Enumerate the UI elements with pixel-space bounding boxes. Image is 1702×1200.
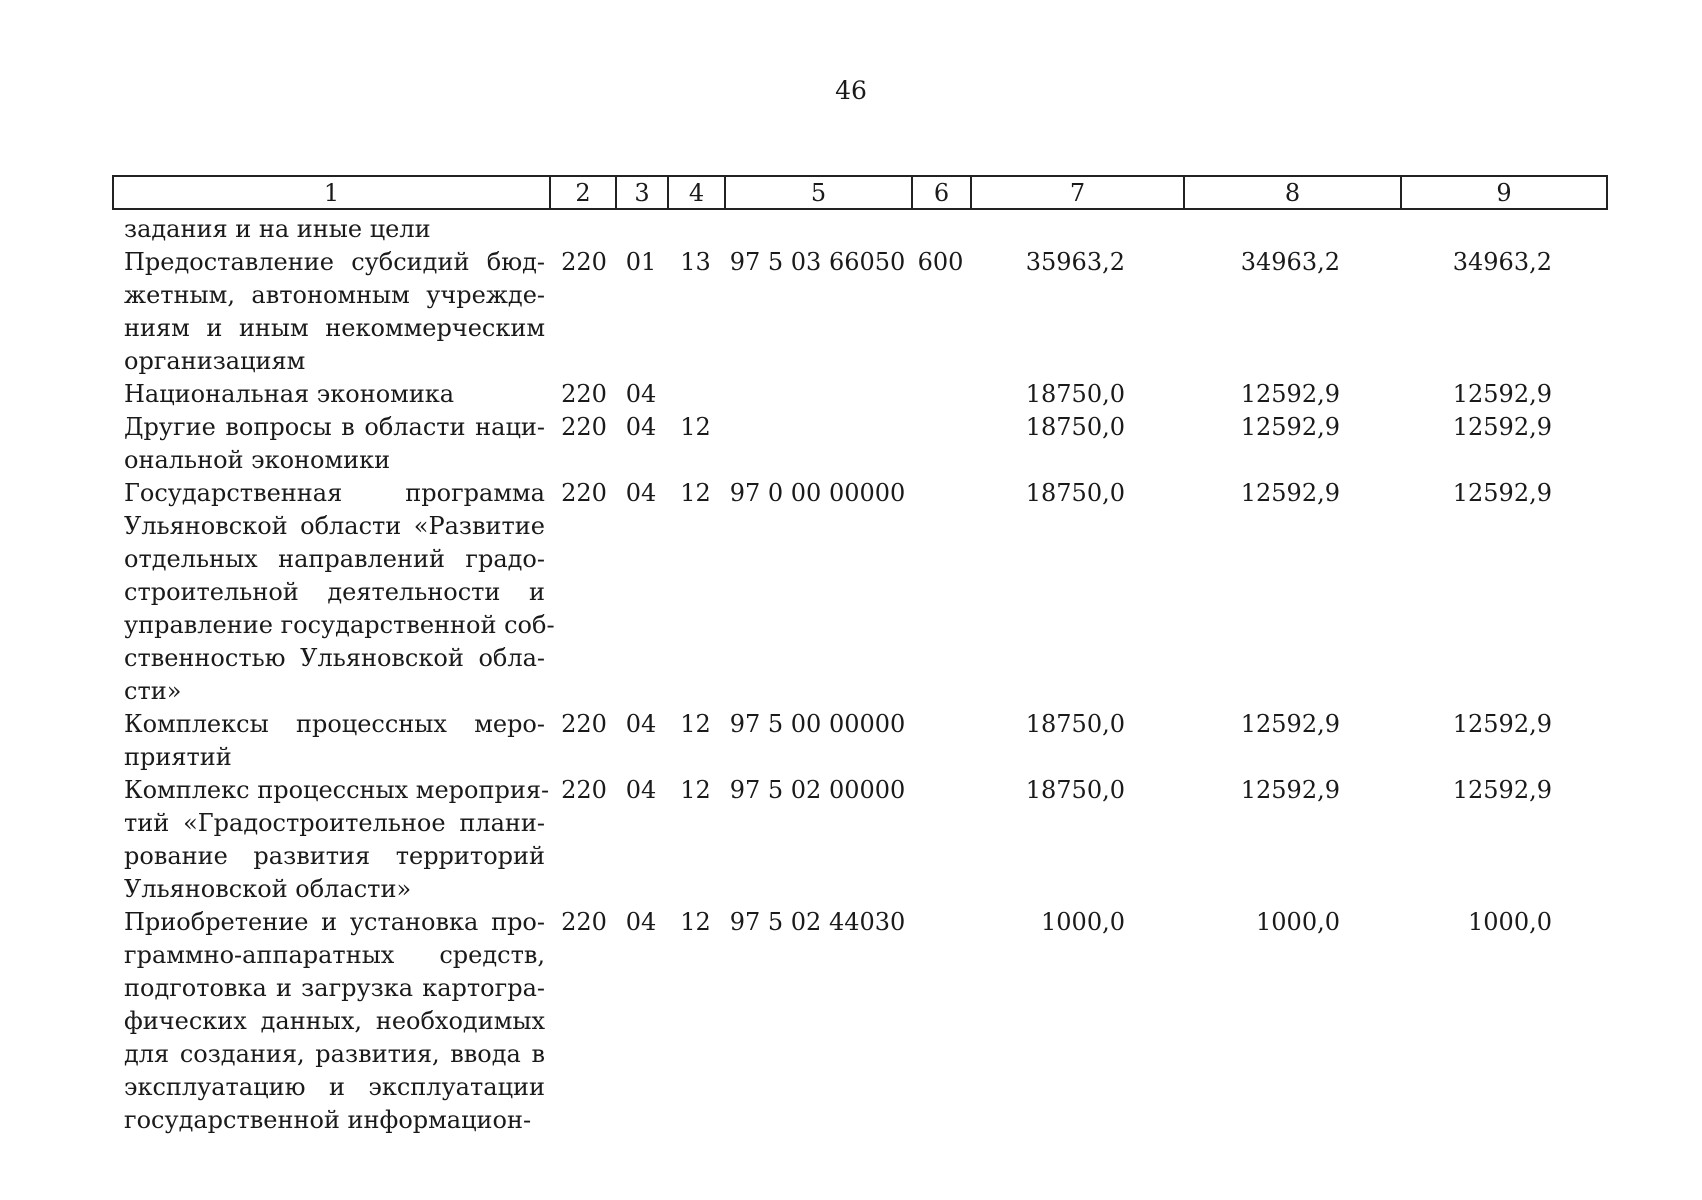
table-row [112,411,1606,477]
amount-col-7: 1000,0 [1041,908,1125,936]
chapter-code: 220 [561,776,607,804]
amount-col-7: 18750,0 [1025,413,1125,441]
row-name-line: приятий [124,743,232,771]
row-name-line: Предоставление субсидий бюд- [124,248,545,276]
amount-col-8: 12592,9 [1240,710,1340,738]
section-code: 04 [625,776,657,804]
row-name-line: жетным, автономным учрежде- [124,281,545,309]
row-name-line: для создания, развития, ввода в [124,1040,545,1068]
table-row [112,708,1606,774]
row-name-line: государственной информацион- [124,1106,532,1134]
row-name-line: ниям и иным некоммерческим [124,314,545,342]
row-name-line: Ульяновской области» [124,875,412,903]
section-code: 04 [625,479,657,507]
amount-col-7: 35963,2 [1025,248,1125,276]
row-name [112,774,549,906]
row-name [112,477,555,708]
amount-col-7: 18750,0 [1025,776,1125,804]
table-row [112,477,1606,708]
section-code: 04 [625,380,657,408]
amount-col-8: 34963,2 [1240,248,1340,276]
subsection-code: 12 [680,776,711,804]
amount-col-9: 1000,0 [1468,908,1552,936]
amount-col-8: 12592,9 [1240,776,1340,804]
target-article-code: 97 5 02 44030 [729,908,906,936]
table-row [112,378,1606,411]
row-name-line: Национальная экономика [124,380,455,408]
amount-col-9: 12592,9 [1452,380,1552,408]
section-code: 01 [625,248,657,276]
row-name-line: рование развития территорий [124,842,545,870]
chapter-code: 220 [561,479,607,507]
row-name-line: Комплекс процессных мероприя- [124,776,550,804]
subsection-code: 12 [680,479,711,507]
row-name-line: граммно-аппаратных средств, [124,941,545,969]
chapter-code: 220 [561,380,607,408]
header-col-8: 8 [1184,176,1401,209]
header-col-6: 6 [912,176,971,209]
header-col-9: 9 [1401,176,1607,209]
amount-col-8: 12592,9 [1240,380,1340,408]
column-number-header [112,175,1608,210]
row-name-line: Государственная программа [124,479,545,507]
row-name-line: задания и на иные цели [124,215,431,243]
row-name-line: Комплексы процессных меро- [124,710,545,738]
row-name [112,708,549,774]
header-col-3: 3 [616,176,668,209]
row-name-line: Ульяновской области «Развитие [124,512,545,540]
chapter-code: 220 [561,710,607,738]
amount-col-9: 12592,9 [1452,776,1552,804]
row-name-line: отдельных направлений градо- [124,545,545,573]
section-code: 04 [625,413,657,441]
amount-col-7: 18750,0 [1025,710,1125,738]
section-code: 04 [625,710,657,738]
amount-col-8: 12592,9 [1240,413,1340,441]
amount-col-9: 12592,9 [1452,479,1552,507]
chapter-code: 220 [561,413,607,441]
section-code: 04 [625,908,657,936]
row-name [112,246,549,378]
amount-col-9: 12592,9 [1452,413,1552,441]
header-col-2: 2 [550,176,616,209]
row-name [112,906,549,1137]
table-row [112,213,1606,246]
amount-col-8: 1000,0 [1256,908,1340,936]
row-name [112,378,549,411]
budget-table-body [112,213,1606,1137]
target-article-code: 97 0 00 00000 [729,479,906,507]
page-number: 46 [835,76,867,105]
subsection-code: 12 [680,710,711,738]
header-col-7: 7 [971,176,1184,209]
row-name-line: эксплуатацию и эксплуатации [124,1073,545,1101]
subsection-code: 13 [680,248,711,276]
amount-col-9: 12592,9 [1452,710,1552,738]
row-name-line: организациям [124,347,306,375]
target-article-code: 97 5 02 00000 [729,776,906,804]
target-article-code: 97 5 00 00000 [729,710,906,738]
row-name-line: Другие вопросы в области наци- [124,413,545,441]
amount-col-7: 18750,0 [1025,479,1125,507]
chapter-code: 220 [561,248,607,276]
row-name-line: строительной деятельности и [124,578,545,606]
header-col-4: 4 [668,176,725,209]
header-col-5: 5 [725,176,912,209]
table-row [112,774,1606,906]
amount-col-8: 12592,9 [1240,479,1340,507]
table-row [112,906,1606,1137]
row-name-line: управление государственной соб- [124,611,555,639]
table-row [112,246,1606,378]
row-name-line: подготовка и загрузка картогра- [124,974,545,1002]
expense-type-code: 600 [917,248,964,276]
row-name-line: тий «Градостроительное плани- [124,809,545,837]
row-name [112,213,549,246]
row-name-line: фических данных, необходимых [124,1007,545,1035]
row-name-line: сти» [124,677,182,705]
target-article-code: 97 5 03 66050 [729,248,906,276]
row-name-line: ственностью Ульяновской обла- [124,644,545,672]
amount-col-7: 18750,0 [1025,380,1125,408]
subsection-code: 12 [680,908,711,936]
row-name-line: Приобретение и установка про- [124,908,545,936]
row-name-line: ональной экономики [124,446,391,474]
amount-col-9: 34963,2 [1452,248,1552,276]
subsection-code: 12 [680,413,711,441]
chapter-code: 220 [561,908,607,936]
row-name [112,411,549,477]
header-col-1: 1 [113,176,550,209]
